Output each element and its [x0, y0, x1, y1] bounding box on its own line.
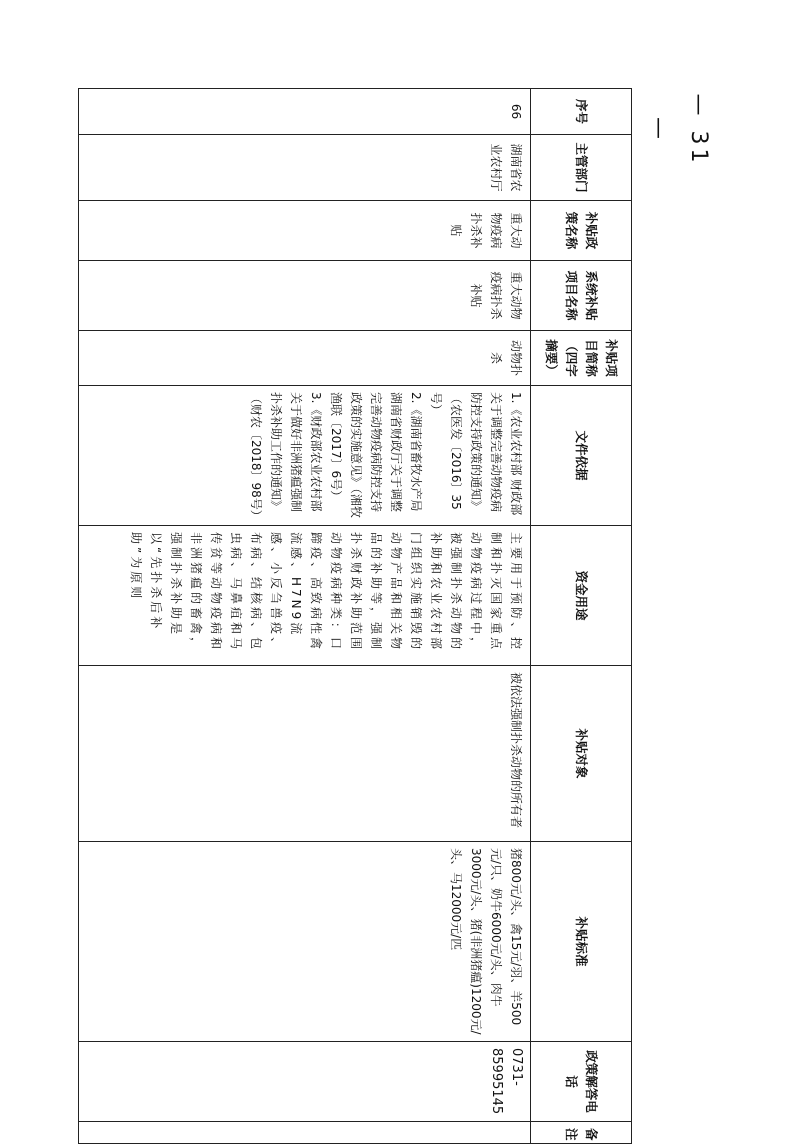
cell-use: 主要用于预防、控制和扑灭国家重点动物疫病过程中，被强制扑杀动物的补助和农业农村部门组织实施销毁的动物产品和相关物品的补助等，强制扑杀财政补助范围动物疫病种类：口蹄疫、高致病性禽流感、H7N9流感、小反刍兽疫、布病、结核病、包虫病、马鼻疽和马传贫等动物疫病和非洲猪瘟的畜禽，强制扑杀补助是以“先扑杀后补助”为原则 — [79, 526, 531, 666]
cell-target: 被依法强制扑杀动物的所有者 — [79, 666, 531, 842]
header-target: 补贴对象 — [531, 666, 632, 842]
header-standard: 补贴标准 — [531, 842, 632, 1042]
cell-dept: 湖南省农业农村厅 — [79, 135, 531, 201]
header-row — [531, 89, 632, 1144]
cell-seq: 66 — [79, 89, 531, 135]
subsidy-table — [78, 88, 632, 1144]
header-policy: 补贴政策名称 — [531, 201, 632, 261]
header-note: 备注 — [531, 1122, 632, 1144]
header-dept: 主管部门 — [531, 135, 632, 201]
cell-basis: 1.《农业农村部 财政部关于调整完善动物疫病防控支持政策的通知》（农医发〔2016〕35号） 2.《湖南省畜牧水产局湖南省财政厅关于调整完善动物疫病防控支持政策的实施意见》（湘牧渔联〔2017〕6号） 3.《财政部农业农村部关于做好非洲猪瘟强制扑杀补助工作的通知》（财农〔2018〕98号） — [79, 386, 531, 526]
cell-policy: 重大动物疫病扑杀补贴 — [79, 201, 531, 261]
header-seq: 序号 — [531, 89, 632, 135]
table-row — [79, 89, 531, 1144]
cell-phone: 0731-85995145 — [79, 1042, 531, 1122]
cell-project: 重大动物疫病扑杀补贴 — [79, 261, 531, 331]
header-phone: 政策解答电话 — [531, 1042, 632, 1122]
cell-note — [79, 1122, 531, 1144]
header-basis: 文件依据 — [531, 386, 632, 526]
rotated-table-container — [78, 88, 632, 1141]
page-number: — 31 — — [646, 93, 711, 167]
cell-short: 动物扑杀 — [79, 331, 531, 386]
header-project: 系统补贴项目名称 — [531, 261, 632, 331]
header-use: 资金用途 — [531, 526, 632, 666]
header-short: 补贴项目简称（四字摘要） — [531, 331, 632, 386]
cell-standard: 猪800元/头、禽15元/羽、羊500元/只、奶牛6000元/头、肉牛3000元/头、猪(非洲猪瘟)1200元/头、马12000元/匹 — [79, 842, 531, 1042]
